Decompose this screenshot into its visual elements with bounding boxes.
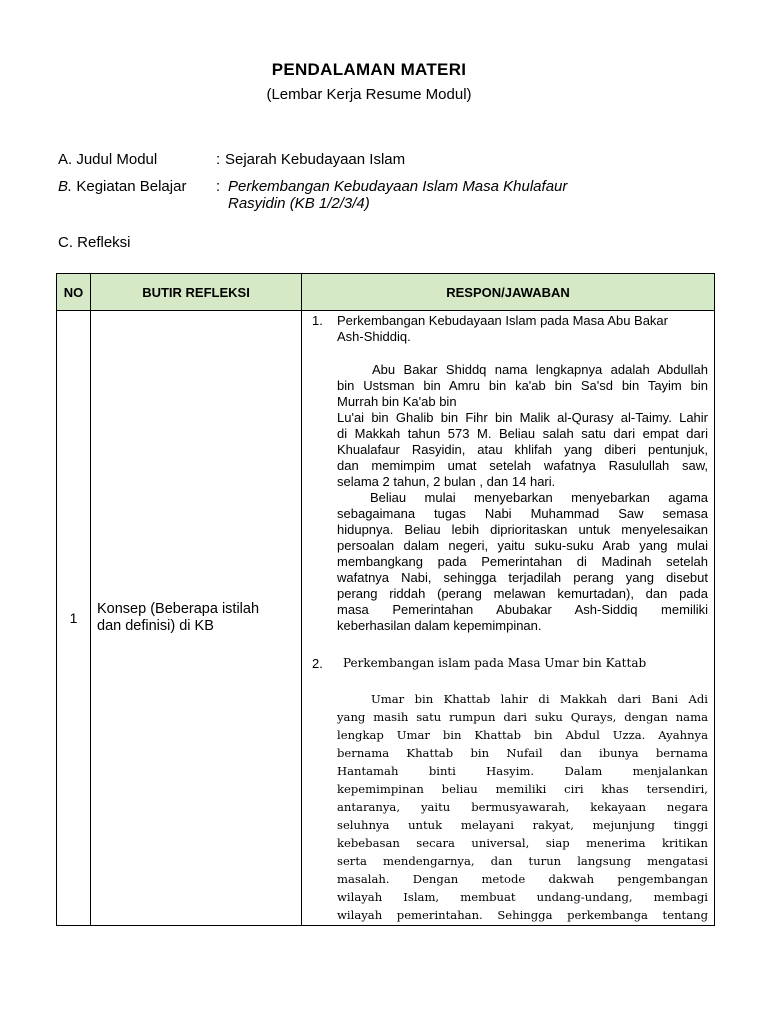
point-1-title-line2: Ash-Shiddiq. xyxy=(337,329,411,344)
field-kegiatan-belajar-value-line1: Perkembangan Kebudayaan Islam Masa Khulafaur xyxy=(228,178,568,195)
point-2-paragraph-line: Umar bin Khattab lahir di Makkah dari Bani Adi xyxy=(371,692,708,706)
row-item xyxy=(91,311,302,926)
point-2-paragraph-line: lengkap Umar bin Khattab bin Abdul Uzza. Ayahnya xyxy=(337,728,708,742)
point-1-number: 1. xyxy=(312,313,323,328)
header-respon-jawaban: RESPON/JAWABAN xyxy=(302,274,715,311)
point-1-paragraph-line: Khualafaur Rasyidin, atau khlifah yang diberi pentunjuk, xyxy=(337,442,708,457)
row-item-line1: Konsep (Beberapa istilah xyxy=(97,601,260,617)
point-1-paragraph-line: membangkang pada Pemerintahan di Madinah setelah xyxy=(337,554,708,569)
point-1-paragraph-line: di Makkah tahun 573 M. Beliau salah satu dari empat dari xyxy=(337,426,708,441)
row-item-line2: dan definisi) di KB xyxy=(97,618,214,634)
field-kegiatan-belajar-prefix: B. xyxy=(58,178,73,195)
point-1-paragraph-line: persoalan dalam negeri, yaitu suku-suku Arab yang mulai xyxy=(337,538,708,553)
point-1-paragraph-line: Abu Bakar Shiddq nama lengkapnya adalah Abdullah xyxy=(372,362,708,377)
reflection-table xyxy=(56,273,715,926)
point-1-paragraph-line: hidupnya. Beliau lebih diprioritaskan untuk menyelesaikan xyxy=(337,522,708,537)
point-1-paragraph-line: perang riddah (perang melawan kemurtadan), dan pada xyxy=(337,586,708,601)
point-2-paragraph-line: wilayah Islam, membuat undang-undang, membagi xyxy=(337,890,708,904)
header-no: NO xyxy=(57,274,91,311)
field-kegiatan-belajar-value-line2: Rasyidin (KB 1/2/3/4) xyxy=(228,195,370,212)
row-number: 1 xyxy=(57,311,91,926)
row-response xyxy=(302,311,715,926)
document-title: PENDALAMAN MATERI xyxy=(271,60,467,79)
point-1-paragraph-line: Beliau mulai menyebarkan menyebarkan agama xyxy=(370,490,708,505)
point-2-paragraph-line: wilayah pemerintahan. Sehingga perkembanga tentang xyxy=(337,908,708,922)
point-2-paragraph-line: kepemimpinan beliau memiliki ciri khas tersendiri, xyxy=(337,782,708,796)
section-refleksi-label: C. Refleksi xyxy=(58,234,131,251)
field-kegiatan-belajar-colon: : xyxy=(216,178,221,195)
point-1-paragraph-line: bin Ustsman bin Amru bin ka'ab bin Sa'sd bin Tayim bin xyxy=(337,378,708,393)
point-2-paragraph-line: masalah. Dengan metode dakwah pengembangan xyxy=(337,872,708,886)
point-2-paragraph-line: seluhnya untuk melayani rakyat, mejunjung tinggi xyxy=(337,818,708,832)
point-1-paragraph-line: Lu'ai bin Ghalib bin Fihr bin Malik al-Qurasy al-Taimy. Lahir xyxy=(337,410,708,425)
point-1-paragraph-line: dan memimpim umat setelah wafatnya Rasulullah saw, xyxy=(337,458,708,473)
field-kegiatan-belajar-label xyxy=(58,178,186,196)
point-1-paragraph-line: sebagaimana tugas Nabi Muhammad Saw semasa xyxy=(337,506,708,521)
point-1-paragraph-line: selama 2 tahun, 2 bulan , dan 14 hari. xyxy=(337,474,556,489)
table-row xyxy=(57,311,715,926)
point-2-paragraph-line: yang masih satu rumpun dari suku Qurays, dengan nama xyxy=(337,710,708,724)
point-2-paragraph-line: antaranya, yaitu bermusyawarah, kekayaan negara xyxy=(337,800,708,814)
point-1-paragraph-line: wafatnya Nabi, sehingga terjadilah perang yang disebut xyxy=(337,570,708,585)
field-judul-modul-colon: : xyxy=(216,151,221,168)
point-2-paragraph-line: bernama Khattab bin Nufail dan ibunya bernama xyxy=(337,746,708,760)
table-header-row xyxy=(57,274,715,311)
point-2-paragraph-line: kebebasan secara universal, siap menerima kritikan xyxy=(337,836,708,850)
point-1-title-line1: Perkembangan Kebudayaan Islam pada Masa Abu Bakar xyxy=(337,313,668,328)
field-judul-modul-value: Sejarah Kebudayaan Islam xyxy=(225,151,406,168)
point-1-paragraph-line: keberhasilan dalam kepemimpinan. xyxy=(337,618,542,633)
point-1-paragraph-line: Murrah bin Ka'ab bin xyxy=(337,394,457,409)
point-2-paragraph-line: Hantamah binti Hasyim. Dalam menjalankan xyxy=(337,764,708,778)
point-2-number: 2. xyxy=(312,656,323,671)
header-butir-refleksi: BUTIR REFLEKSI xyxy=(91,274,302,311)
field-kegiatan-belajar-text: Kegiatan Belajar xyxy=(76,178,187,195)
field-judul-modul-label: A. Judul Modul xyxy=(58,151,158,168)
response-content xyxy=(302,311,714,925)
point-2-title: Perkembangan islam pada Masa Umar bin Kattab xyxy=(343,656,647,670)
point-2-paragraph-line: serta mendengarnya, dan turun langsung mengatasi xyxy=(337,854,708,868)
point-1-paragraph-line: masa Pemerintahan Abubakar Ash-Siddiq memiliki xyxy=(337,602,708,617)
document-subtitle: (Lembar Kerja Resume Modul) xyxy=(266,86,472,103)
